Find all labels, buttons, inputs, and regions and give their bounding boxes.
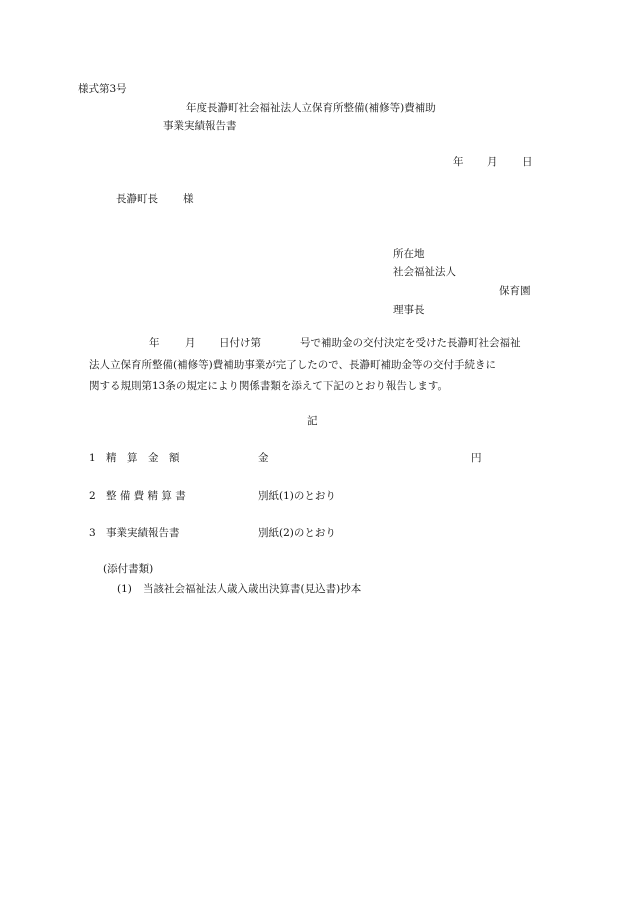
address-label: 所在地: [393, 248, 425, 260]
item-unit: 円: [471, 452, 482, 464]
date-year: 年: [453, 156, 464, 168]
body-line1-rest: 号で補助金の交付決定を受けた長瀞町社会福祉: [300, 337, 521, 349]
attachment-text: 当該社会福祉法人歳入歳出決算書(見込書)抄本: [143, 583, 362, 595]
body-day-ref: 日付け第: [219, 337, 261, 349]
body-line3: 関する規則第13条の規定により関係書類を添えて下記のとおり報告します。: [89, 380, 449, 392]
date-month: 月: [487, 156, 498, 168]
item-number: 1: [89, 452, 96, 464]
ki-heading: 記: [307, 415, 318, 427]
corporation-label: 社会福祉法人: [393, 266, 456, 278]
item-value: 金: [258, 452, 269, 464]
addressee-name: 長瀞町長: [116, 193, 158, 205]
document-title-line1: 年度長瀞町社会福祉法人立保育所整備(補修等)費補助: [186, 102, 436, 114]
date-day: 日: [522, 156, 533, 168]
item-number: 2: [89, 490, 96, 502]
body-year: 年: [149, 337, 160, 349]
addressee-honorific: 様: [183, 193, 194, 205]
attachments-heading: (添付書類): [103, 563, 154, 575]
item-number: 3: [89, 527, 96, 539]
nursery-label: 保育園: [499, 285, 531, 297]
item-value: 別紙(2)のとおり: [258, 527, 336, 539]
body-month: 月: [185, 337, 196, 349]
document-title-line2: 事業実績報告書: [163, 120, 237, 132]
item-label: 整 備 費 精 算 書: [106, 490, 186, 502]
item-label: 事業実績報告書: [106, 527, 180, 539]
body-line2: 法人立保育所整備(補修等)費補助事業が完了したので、長瀞町補助金等の交付手続きに: [89, 359, 496, 371]
item-label: 精 算 金 額: [106, 452, 180, 464]
form-number: 様式第3号: [78, 83, 127, 95]
item-value: 別紙(1)のとおり: [258, 490, 336, 502]
director-label: 理事長: [393, 304, 425, 316]
attachment-number: (1): [117, 583, 132, 595]
